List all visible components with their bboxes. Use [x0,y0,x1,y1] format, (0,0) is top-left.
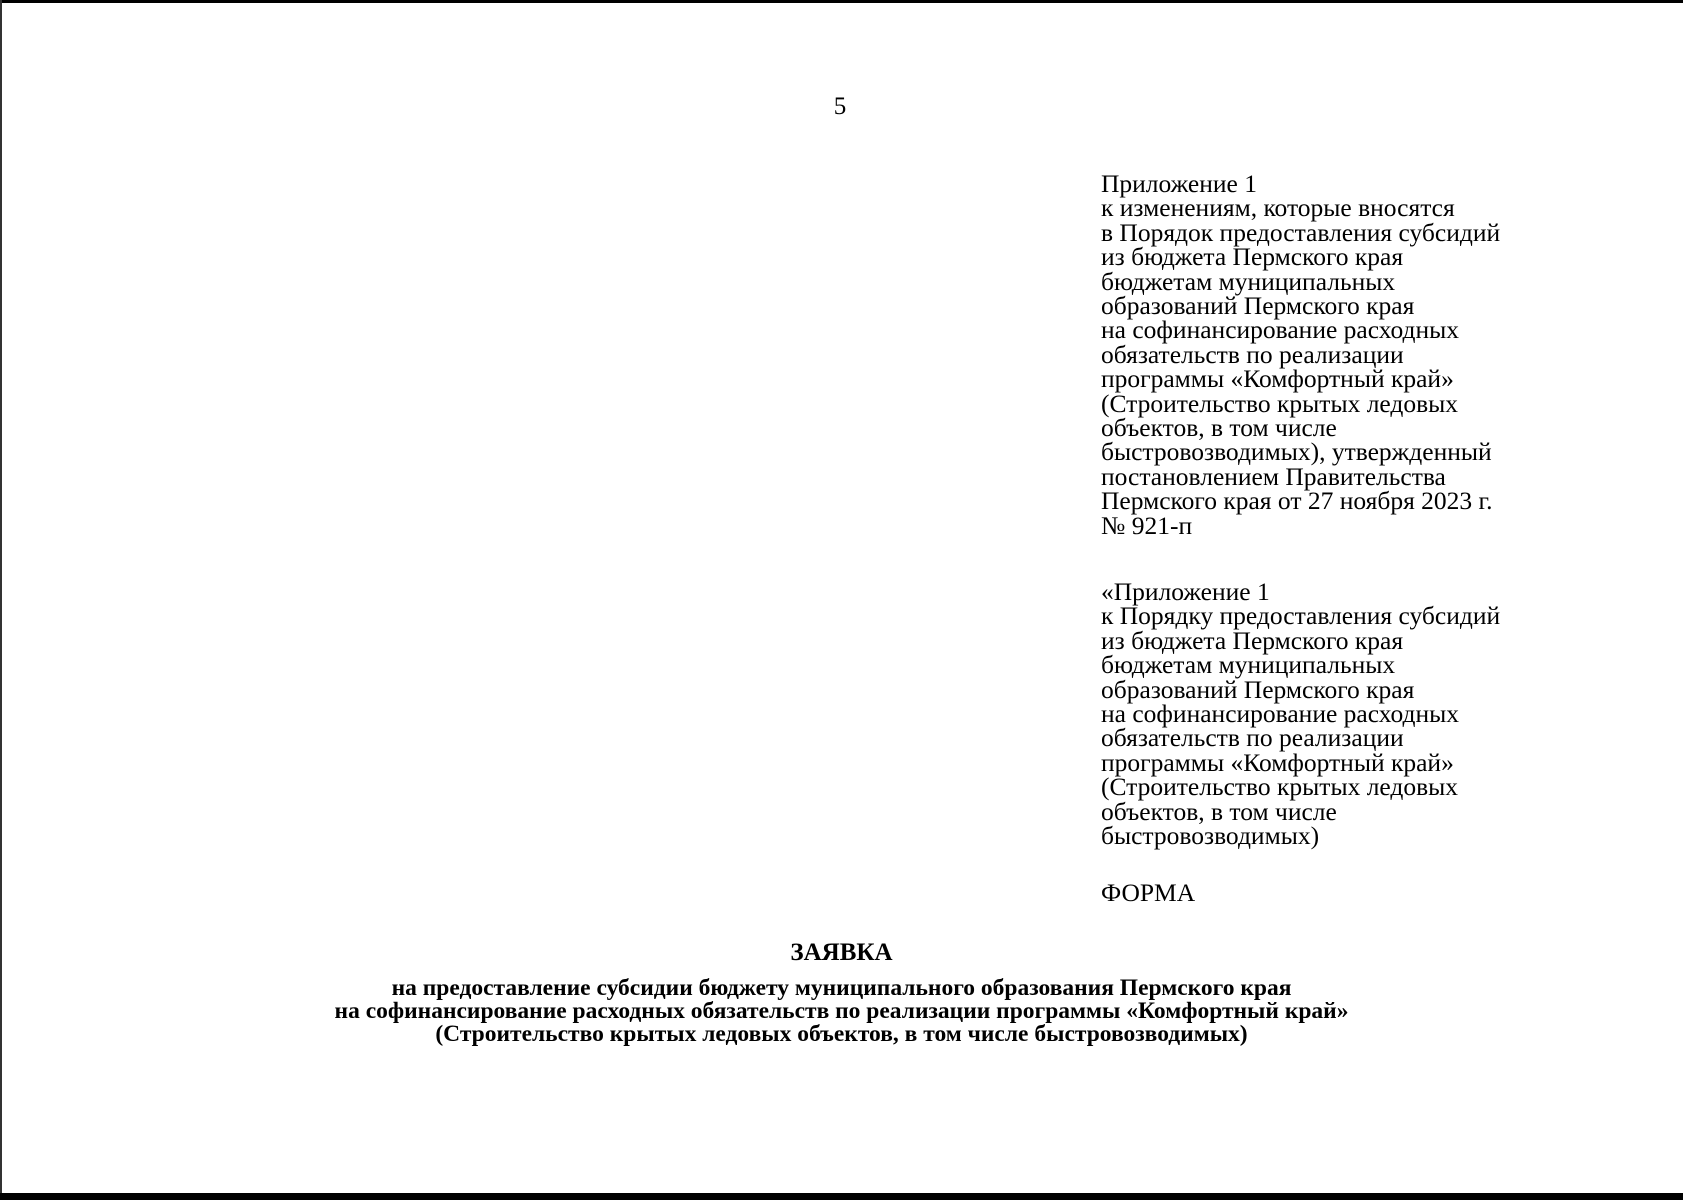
appendix-amendment-line: к изменениям, которые вносятся [1101,193,1455,223]
appendix-amendment-line: Пермского края от 27 ноября 2023 г. [1101,486,1493,516]
appendix-order-line: объектов, в том числе [1101,796,1337,826]
application-subtitle-line: (Строительство крытых ледовых объектов, в том числе быстровозводимых) [435,1021,1248,1047]
appendix-amendment-line: № 921-п [1101,510,1193,540]
appendix-order-line: к Порядку предоставления субсидий [1101,601,1501,631]
application-subtitle-line: на софинансирование расходных обязательств по реализации программы «Комфортный край» [334,998,1349,1024]
appendix-order-block [1101,577,1661,851]
appendix-order-line: (Строительство крытых ледовых [1101,772,1459,802]
appendix-amendment-line: Приложение 1 [1101,169,1257,198]
appendix-amendment-line: в Порядок предоставления субсидий [1101,217,1501,247]
application-title: ЗАЯВКА [790,939,893,966]
appendix-order-line: «Приложение 1 [1101,577,1270,606]
scan-top-border [0,0,1683,3]
form-label: ФОРМА [1101,878,1196,907]
appendix-order-line: программы «Комфортный край» [1101,747,1454,777]
appendix-amendment-line: на софинансирование расходных [1101,315,1460,345]
appendix-amendment-block [1101,169,1661,540]
scan-bottom-border [0,1193,1683,1200]
appendix-order-line: образований Пермского края [1101,674,1415,704]
appendix-amendment-line: постановлением Правительства [1101,461,1446,491]
application-subtitle [0,977,1683,1046]
appendix-amendment-line: (Строительство крытых ледовых [1101,388,1459,418]
appendix-order-line: на софинансирование расходных [1101,699,1460,729]
appendix-amendment-line: образований Пермского края [1101,291,1415,321]
appendix-order-line: из бюджета Пермского края [1101,625,1404,655]
appendix-order-line: быстровозводимых) [1101,821,1320,851]
appendix-order-line: обязательств по реализации [1101,723,1404,753]
appendix-amendment-line: обязательств по реализации [1101,339,1404,369]
application-subtitle-line: на предоставление субсидии бюджету муниципального образования Пермского края [391,975,1292,1001]
page-number: 5 [833,93,847,120]
appendix-order-line: бюджетам муниципальных [1101,650,1396,680]
appendix-amendment-line: из бюджета Пермского края [1101,242,1404,272]
appendix-amendment-line: программы «Комфортный край» [1101,364,1454,394]
appendix-amendment-line: объектов, в том числе [1101,413,1337,443]
appendix-amendment-line: бюджетам муниципальных [1101,266,1396,296]
appendix-amendment-line: быстровозводимых), утвержденный [1101,437,1492,467]
